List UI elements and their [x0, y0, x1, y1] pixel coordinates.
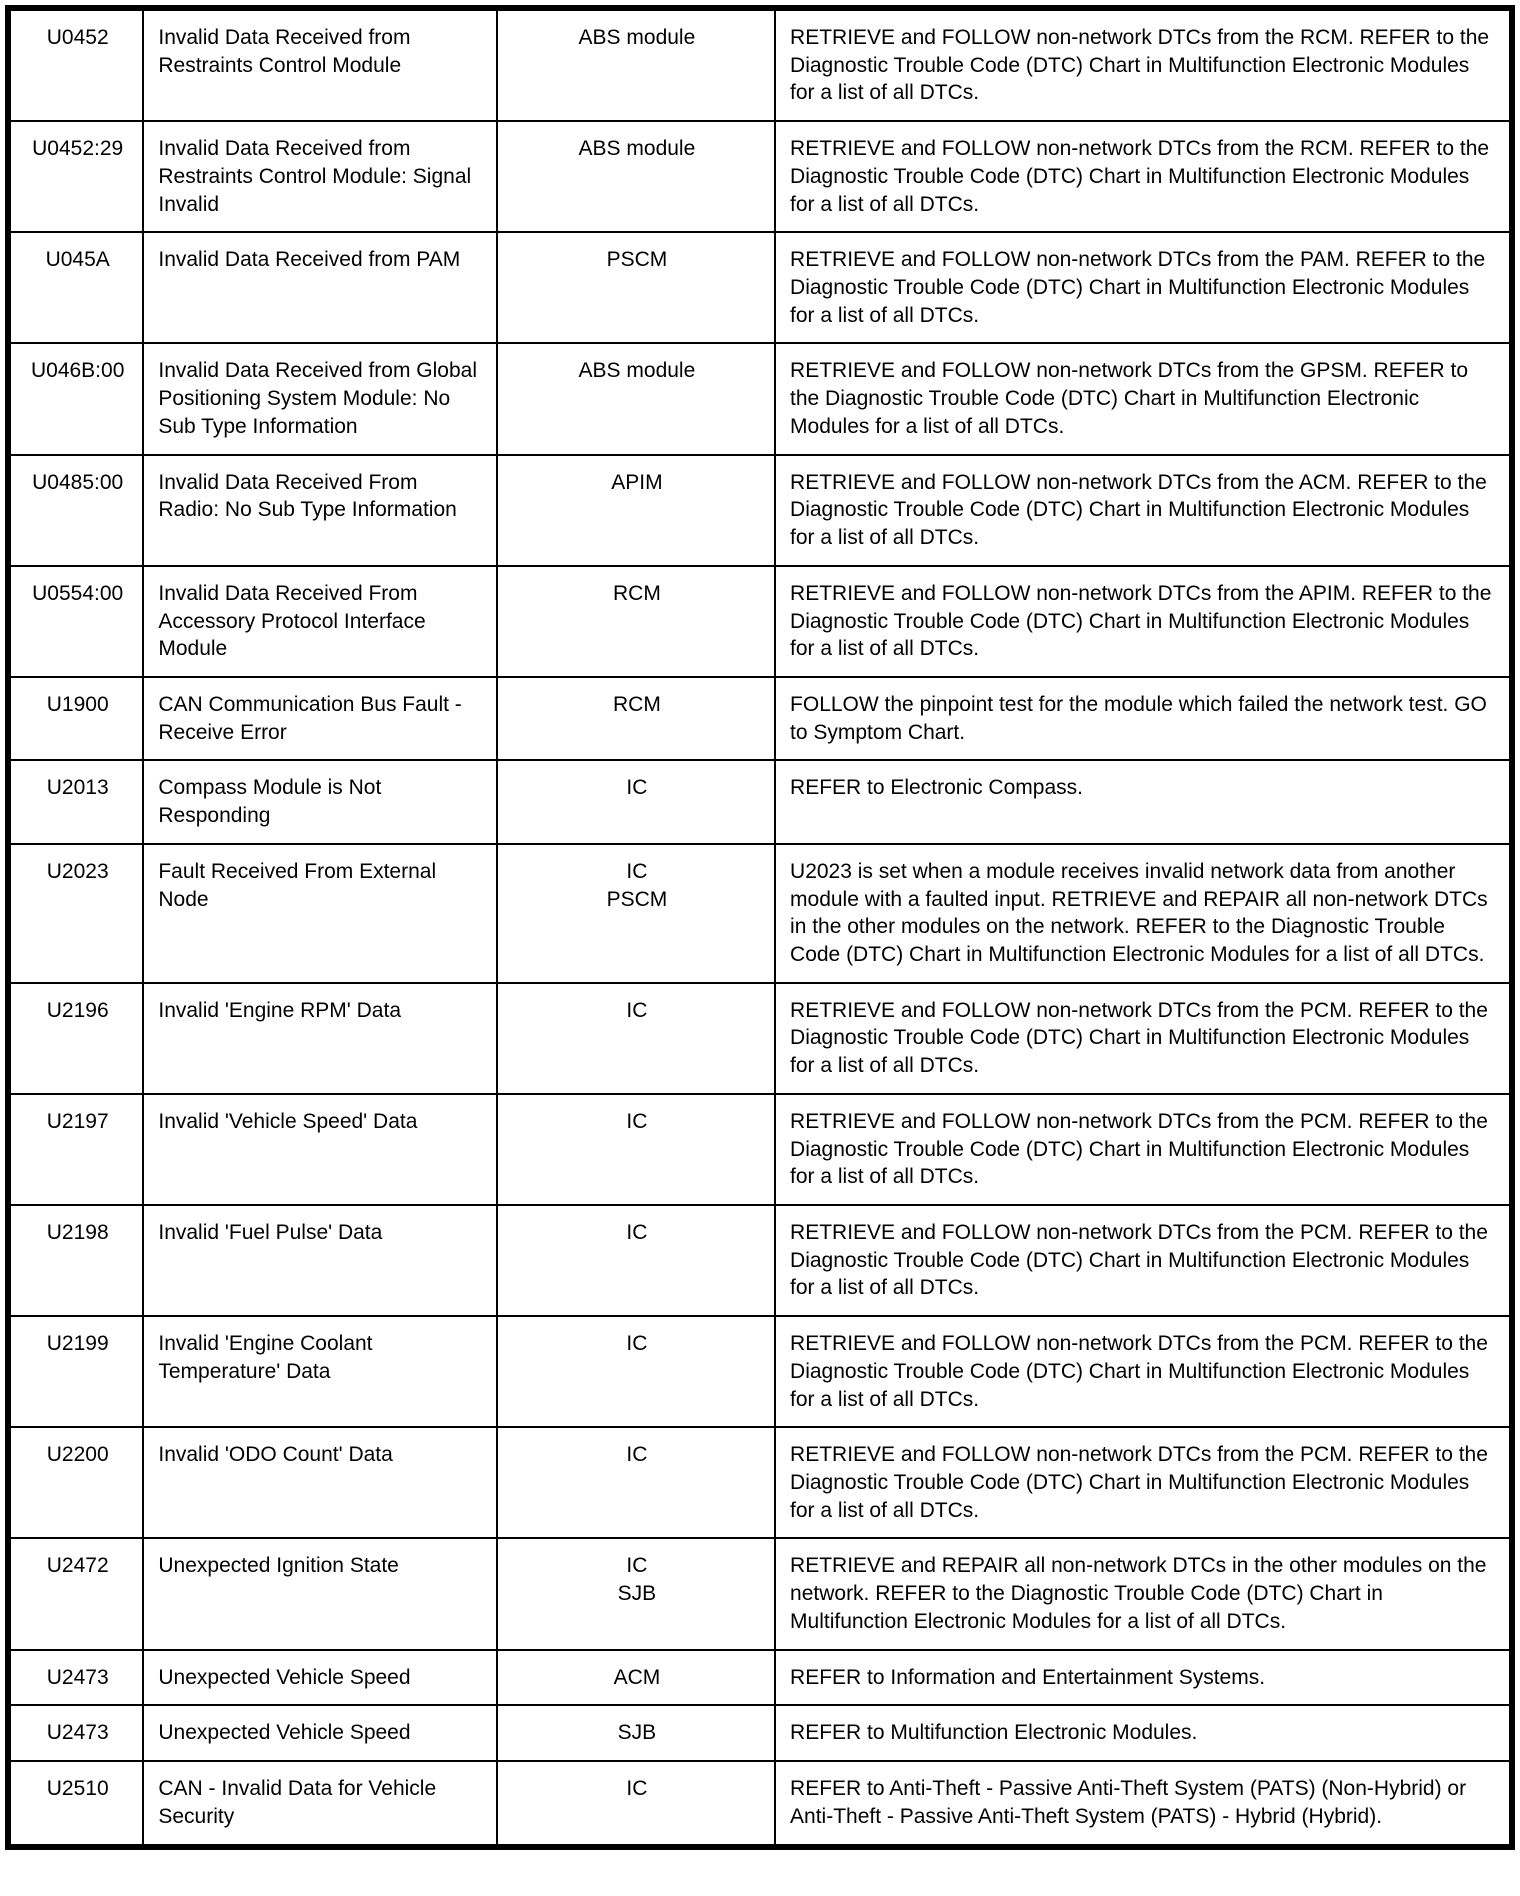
module-cell: [497, 566, 775, 677]
module-cell: [497, 983, 775, 1094]
description-cell: Invalid 'Engine Coolant Temperature' Data: [143, 1316, 496, 1427]
description-cell: Invalid 'Engine RPM' Data: [143, 983, 496, 1094]
action-cell: RETRIEVE and FOLLOW non-network DTCs from the APIM. REFER to the Diagnostic Trouble Code (DTC) Chart in Multifunction Electronic Modules for a list of all DTCs.: [775, 566, 1512, 677]
module-cell: [497, 1705, 775, 1761]
module-cell: [497, 8, 775, 121]
dtc-code-cell: U0452: [8, 8, 143, 121]
table-row: [8, 1316, 1512, 1427]
module-name: IC: [626, 1109, 648, 1133]
description-cell: Fault Received From External Node: [143, 844, 496, 983]
description-cell: Invalid Data Received from Restraints Control Module: [143, 8, 496, 121]
table-row: [8, 1427, 1512, 1538]
module-name: ACM: [613, 1665, 661, 1689]
module-name: ABS module: [578, 26, 696, 49]
dtc-code-cell: U2198: [8, 1205, 143, 1316]
action-cell: RETRIEVE and FOLLOW non-network DTCs from the PCM. REFER to the Diagnostic Trouble Code (DTC) Chart in Multifunction Electronic Modules for a list of all DTCs.: [775, 983, 1512, 1094]
module-cell: [497, 1316, 775, 1427]
module-name: RCM: [613, 692, 661, 716]
module-cell: [497, 232, 775, 343]
action-cell: REFER to Electronic Compass.: [775, 760, 1512, 843]
description-cell: Compass Module is Not Responding: [143, 760, 496, 843]
table-row: [8, 8, 1512, 121]
dtc-code-cell: U0452:29: [8, 121, 143, 232]
module-cell: [497, 343, 775, 454]
action-cell: REFER to Anti-Theft - Passive Anti-Theft System (PATS) (Non-Hybrid) or Anti-Theft - Passive Anti-Theft System (PATS) - Hybrid (Hybrid).: [775, 1761, 1512, 1846]
dtc-code-cell: U2473: [8, 1705, 143, 1761]
table-row: [8, 1094, 1512, 1205]
dtc-code-cell: U2196: [8, 983, 143, 1094]
description-cell: Invalid Data Received from PAM: [143, 232, 496, 343]
dtc-code-cell: U1900: [8, 677, 143, 760]
module-name: IC: [626, 1443, 648, 1467]
action-cell: U2023 is set when a module receives invalid network data from another module with a faulted input. RETRIEVE and REPAIR all non-network DTCs in the other modules on the network. REFER to the Diagnostic Trouble Code (DTC) Chart in Multifunction Electronic Modules for a list of all DTCs.: [775, 844, 1512, 983]
module-name: IC: [626, 1777, 648, 1801]
module-cell: [497, 1538, 775, 1649]
action-cell: RETRIEVE and FOLLOW non-network DTCs from the GPSM. REFER to the Diagnostic Trouble Code (DTC) Chart in Multifunction Electronic Modules for a list of all DTCs.: [775, 343, 1512, 454]
dtc-code-cell: U2473: [8, 1650, 143, 1706]
description-cell: Unexpected Vehicle Speed: [143, 1650, 496, 1706]
description-cell: CAN - Invalid Data for Vehicle Security: [143, 1761, 496, 1846]
module-name: PSCM: [606, 887, 668, 911]
dtc-code-cell: U0485:00: [8, 455, 143, 566]
description-cell: Invalid 'ODO Count' Data: [143, 1427, 496, 1538]
module-name: APIM: [611, 470, 663, 494]
action-cell: REFER to Multifunction Electronic Modules.: [775, 1705, 1512, 1761]
module-name: SJB: [617, 1582, 657, 1606]
dtc-table-body: [8, 8, 1512, 1847]
module-cell: [497, 677, 775, 760]
description-cell: Invalid Data Received from Global Positioning System Module: No Sub Type Information: [143, 343, 496, 454]
description-cell: Unexpected Vehicle Speed: [143, 1705, 496, 1761]
description-cell: Invalid 'Fuel Pulse' Data: [143, 1205, 496, 1316]
module-name: PSCM: [606, 248, 668, 272]
action-cell: RETRIEVE and FOLLOW non-network DTCs from the PAM. REFER to the Diagnostic Trouble Code (DTC) Chart in Multifunction Electronic Modules for a list of all DTCs.: [775, 232, 1512, 343]
module-cell: [497, 1094, 775, 1205]
table-row: [8, 232, 1512, 343]
table-row: [8, 1761, 1512, 1846]
dtc-code-cell: U2510: [8, 1761, 143, 1846]
description-cell: Invalid 'Vehicle Speed' Data: [143, 1094, 496, 1205]
table-row: [8, 1705, 1512, 1761]
module-name: IC: [626, 776, 648, 800]
dtc-code-cell: U2200: [8, 1427, 143, 1538]
dtc-table: [5, 5, 1515, 1850]
description-cell: CAN Communication Bus Fault - Receive Error: [143, 677, 496, 760]
table-row: [8, 760, 1512, 843]
action-cell: RETRIEVE and FOLLOW non-network DTCs from the PCM. REFER to the Diagnostic Trouble Code (DTC) Chart in Multifunction Electronic Modules for a list of all DTCs.: [775, 1316, 1512, 1427]
description-cell: Invalid Data Received From Radio: No Sub Type Information: [143, 455, 496, 566]
module-name: SJB: [617, 1721, 657, 1745]
module-name: IC: [626, 1221, 648, 1244]
description-cell: Invalid Data Received from Restraints Control Module: Signal Invalid: [143, 121, 496, 232]
table-row: [8, 983, 1512, 1094]
description-cell: Unexpected Ignition State: [143, 1538, 496, 1649]
dtc-code-cell: U046B:00: [8, 343, 143, 454]
module-cell: [497, 1205, 775, 1316]
table-row: [8, 1650, 1512, 1706]
module-cell: [497, 1650, 775, 1706]
table-row: [8, 1538, 1512, 1649]
action-cell: REFER to Information and Entertainment Systems.: [775, 1650, 1512, 1706]
action-cell: RETRIEVE and REPAIR all non-network DTCs in the other modules on the network. REFER to the Diagnostic Trouble Code (DTC) Chart in Multifunction Electronic Modules for a list of all DTCs.: [775, 1538, 1512, 1649]
action-cell: FOLLOW the pinpoint test for the module which failed the network test. GO to Symptom Chart.: [775, 677, 1512, 760]
module-cell: [497, 1427, 775, 1538]
module-cell: [497, 121, 775, 232]
table-row: [8, 1205, 1512, 1316]
dtc-code-cell: U0554:00: [8, 566, 143, 677]
table-row: [8, 844, 1512, 983]
table-row: [8, 455, 1512, 566]
action-cell: RETRIEVE and FOLLOW non-network DTCs from the PCM. REFER to the Diagnostic Trouble Code (DTC) Chart in Multifunction Electronic Modules for a list of all DTCs.: [775, 1205, 1512, 1316]
dtc-code-cell: U2023: [8, 844, 143, 983]
dtc-code-cell: U045A: [8, 232, 143, 343]
table-row: [8, 121, 1512, 232]
module-name: IC: [626, 1332, 648, 1356]
action-cell: RETRIEVE and FOLLOW non-network DTCs from the PCM. REFER to the Diagnostic Trouble Code (DTC) Chart in Multifunction Electronic Modules for a list of all DTCs.: [775, 1094, 1512, 1205]
module-name: IC: [626, 1554, 648, 1578]
module-cell: [497, 760, 775, 843]
module-name: IC: [626, 998, 648, 1022]
table-row: [8, 566, 1512, 677]
module-name: RCM: [613, 581, 661, 605]
module-cell: [497, 1761, 775, 1846]
dtc-code-cell: U2472: [8, 1538, 143, 1649]
action-cell: RETRIEVE and FOLLOW non-network DTCs from the RCM. REFER to the Diagnostic Trouble Code (DTC) Chart in Multifunction Electronic Modules for a list of all DTCs.: [775, 121, 1512, 232]
description-cell: Invalid Data Received From Accessory Protocol Interface Module: [143, 566, 496, 677]
dtc-code-cell: U2199: [8, 1316, 143, 1427]
module-name: ABS module: [578, 359, 696, 383]
action-cell: RETRIEVE and FOLLOW non-network DTCs from the RCM. REFER to the Diagnostic Trouble Code (DTC) Chart in Multifunction Electronic Modules for a list of all DTCs.: [775, 8, 1512, 121]
table-row: [8, 677, 1512, 760]
dtc-code-cell: U2197: [8, 1094, 143, 1205]
module-name: ABS module: [578, 137, 696, 161]
dtc-code-cell: U2013: [8, 760, 143, 843]
module-name: IC: [626, 859, 648, 883]
module-cell: [497, 455, 775, 566]
module-cell: [497, 844, 775, 983]
table-row: [8, 343, 1512, 454]
action-cell: RETRIEVE and FOLLOW non-network DTCs from the ACM. REFER to the Diagnostic Trouble Code (DTC) Chart in Multifunction Electronic Modules for a list of all DTCs.: [775, 455, 1512, 566]
action-cell: RETRIEVE and FOLLOW non-network DTCs from the PCM. REFER to the Diagnostic Trouble Code (DTC) Chart in Multifunction Electronic Modules for a list of all DTCs.: [775, 1427, 1512, 1538]
